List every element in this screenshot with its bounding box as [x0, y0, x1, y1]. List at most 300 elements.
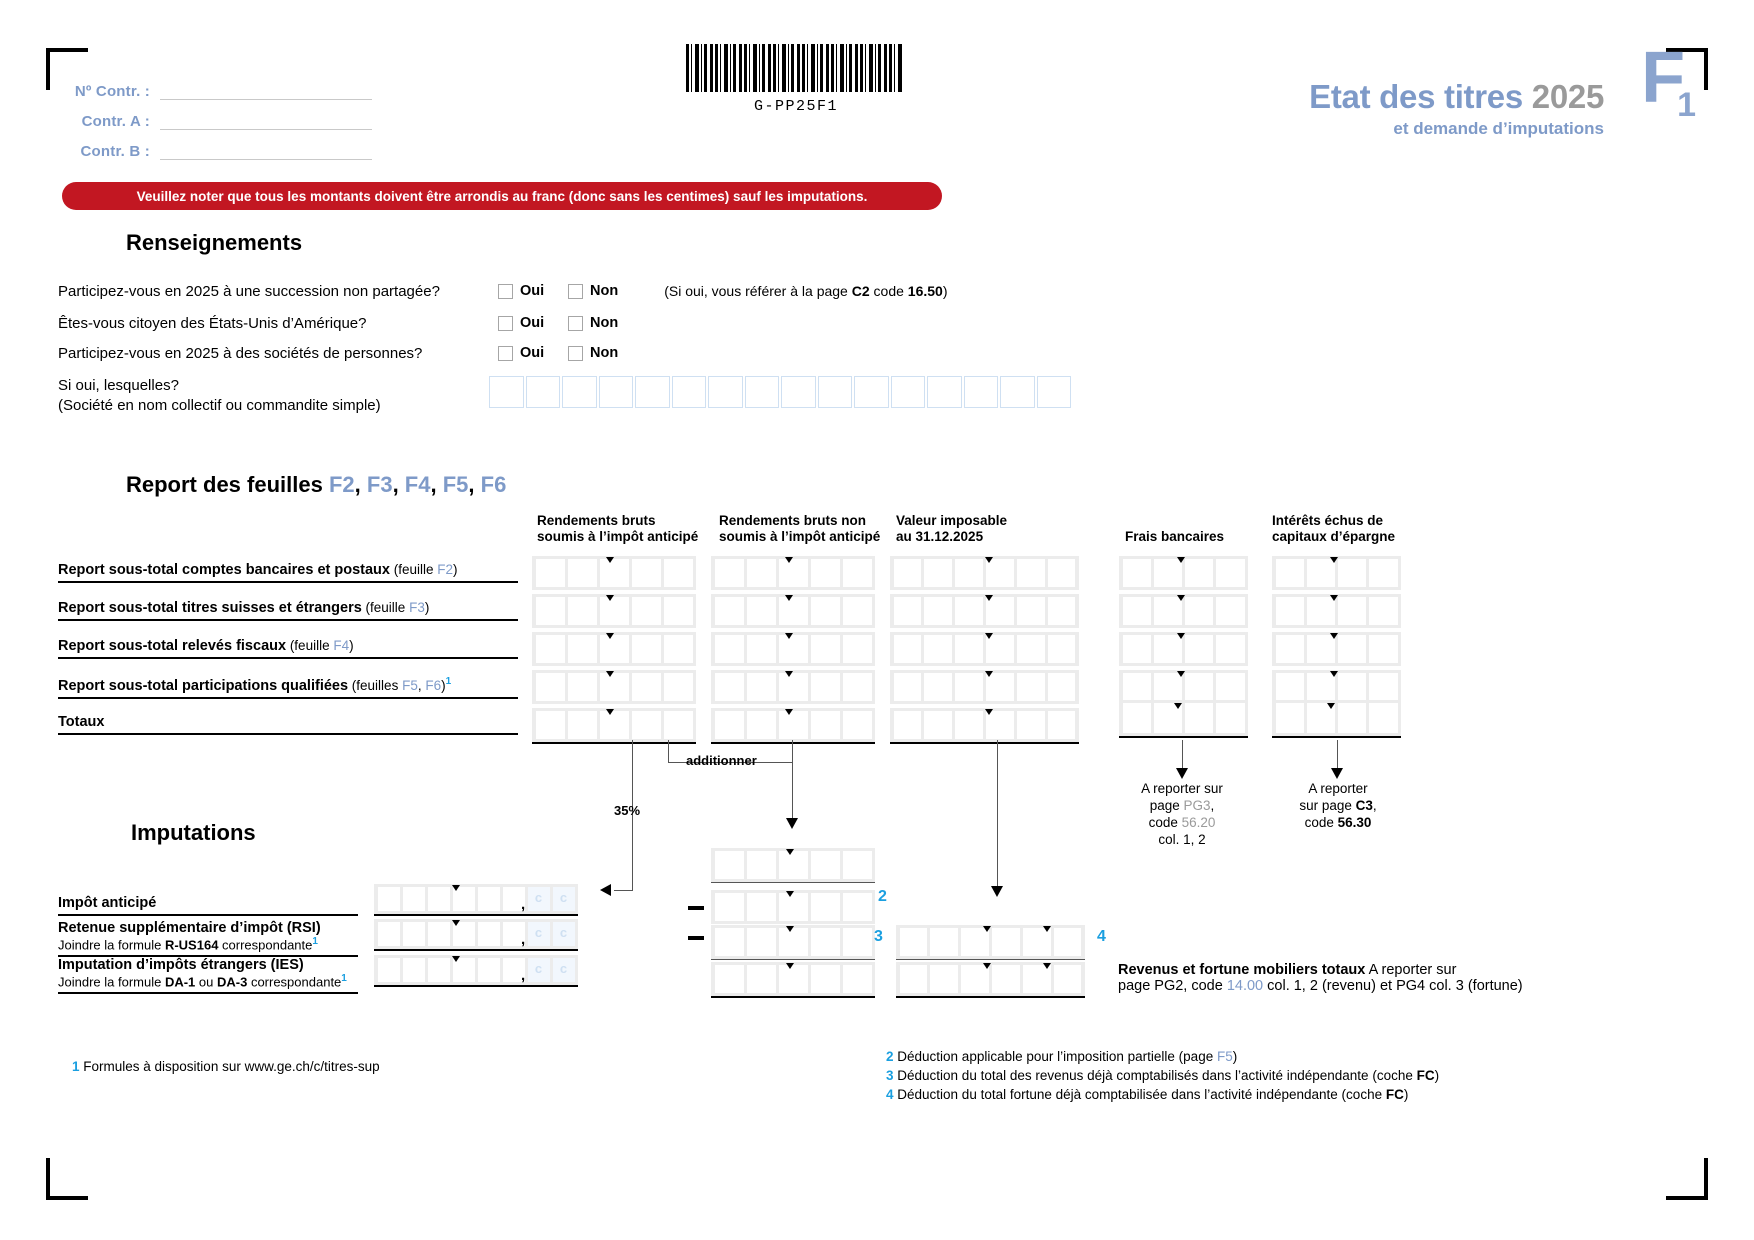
question-text-societes: Participez-vous en 2025 à des sociétés de personnes? [58, 344, 423, 362]
grid-rendements-bruts-non-row[interactable] [711, 670, 875, 704]
report-row-bold: Report sous-total titres suisses et étrangers [58, 600, 362, 616]
col-head-line1: Intérêts échus de [1272, 513, 1384, 528]
footnote-4-code: FC [1385, 1087, 1404, 1102]
checkbox-group-us-oui[interactable] [498, 315, 568, 331]
grid-cell[interactable] [986, 635, 1014, 663]
grid-cell[interactable] [955, 635, 983, 663]
flow-arrow-frais [1176, 768, 1188, 779]
grid-cell[interactable] [632, 597, 661, 625]
grid-cell[interactable] [1369, 673, 1397, 701]
grid-cell[interactable] [811, 635, 840, 663]
ref-marker-2: 2 [878, 888, 887, 905]
thousands-separator-marker [452, 956, 460, 962]
grid-cell[interactable] [779, 928, 808, 956]
checkbox-label-non: Non [590, 315, 619, 331]
grid-cell[interactable] [378, 958, 400, 982]
imputations-amount-grid[interactable] [374, 955, 578, 985]
grid-cell[interactable] [986, 597, 1014, 625]
lesquelles-char-box[interactable] [854, 376, 889, 408]
deduction-underline [896, 959, 1085, 960]
grid-cell[interactable] [478, 887, 500, 911]
grid-cell[interactable] [403, 958, 425, 982]
thousands-separator-marker [606, 595, 614, 601]
lesquelles-line2: (Société en nom collectif ou commandite simple) [58, 397, 381, 414]
grid-cell[interactable] [843, 711, 872, 739]
grid-cell-cents[interactable]: c [553, 887, 575, 911]
minus-sign-3 [688, 936, 704, 940]
grid-cell[interactable] [1216, 673, 1244, 701]
grid-cell[interactable] [600, 711, 629, 739]
grid-cell[interactable] [1154, 597, 1182, 625]
grid-cell[interactable] [747, 893, 776, 921]
grid-cell-cents[interactable]: c [553, 958, 575, 982]
lesquelles-char-box[interactable] [635, 376, 670, 408]
ref-marker-3: 3 [874, 928, 883, 945]
grid-cell[interactable] [600, 673, 629, 701]
grid-cell[interactable] [1123, 703, 1151, 733]
grid-cell[interactable] [715, 928, 744, 956]
grid-cell[interactable] [986, 673, 1014, 701]
grid-cell[interactable] [779, 711, 808, 739]
grid-cell-cents[interactable]: c [528, 887, 550, 911]
grid-cell[interactable] [843, 673, 872, 701]
imputations-row-label [58, 957, 358, 994]
grid-cell[interactable] [536, 559, 565, 587]
checkbox-group-societes-non[interactable] [568, 345, 618, 361]
grid-cell[interactable] [715, 965, 744, 993]
grid-cell[interactable] [403, 887, 425, 911]
barcode-block [686, 44, 906, 115]
lesquelles-line1: Si oui, lesquelles? [58, 377, 179, 394]
grid-cell[interactable] [1369, 635, 1397, 663]
grid-cell[interactable] [715, 673, 744, 701]
grid-cell[interactable] [715, 635, 744, 663]
deduction-underline [896, 996, 1085, 998]
lesquelles-input-boxes[interactable] [489, 376, 1073, 408]
grid-cell[interactable] [1307, 635, 1335, 663]
grid-total-underline [711, 742, 875, 744]
grid-cell[interactable] [632, 559, 661, 587]
thousands-separator-marker [786, 926, 794, 932]
report-row-bold: Report sous-total comptes bancaires et postaux [58, 562, 390, 578]
totals-normal: A reporter sur [1365, 962, 1457, 978]
lesquelles-char-box[interactable] [526, 376, 561, 408]
checkbox-societes-non[interactable] [568, 346, 583, 361]
checkbox-societes-oui[interactable] [498, 346, 513, 361]
grid-cell[interactable] [536, 597, 565, 625]
grid-cell[interactable] [428, 922, 450, 946]
grid-cell[interactable] [428, 958, 450, 982]
col-head-line2: au 31.12.2025 [896, 529, 984, 544]
grid-cell[interactable] [955, 711, 983, 739]
grid-cell[interactable] [715, 559, 744, 587]
lesquelles-char-box[interactable] [927, 376, 962, 408]
grid-cell[interactable] [1369, 597, 1397, 625]
report-row-sheet2: F6 [425, 677, 442, 693]
grid-cell[interactable] [1048, 597, 1076, 625]
grid-cell[interactable] [811, 851, 840, 879]
grid-cell[interactable] [986, 559, 1014, 587]
grid-cell[interactable] [811, 597, 840, 625]
report-row-sheet: F3 [409, 600, 425, 615]
rounding-notice-banner: Veuillez noter que tous les montants doivent être arrondis au franc (donc sans les centimes) sauf les imputations. [62, 182, 942, 210]
flow-arrow-interets [1331, 768, 1343, 779]
grid-cell[interactable] [715, 893, 744, 921]
report-row-bold: Report sous-total relevés fiscaux [58, 638, 287, 654]
contributor-input-b[interactable] [160, 140, 372, 160]
grid-cell[interactable] [779, 893, 808, 921]
lesquelles-char-box[interactable] [672, 376, 707, 408]
decimal-separator: , [521, 967, 526, 984]
grid-cell[interactable] [894, 635, 922, 663]
footnote-3-code: FC [1416, 1068, 1435, 1083]
report-row-label [58, 714, 518, 735]
grid-rendements-bruts-row[interactable] [532, 708, 696, 742]
grid-cell[interactable] [747, 965, 776, 993]
grid-rendements-bruts-non-row[interactable] [711, 632, 875, 666]
grid-cell[interactable] [1338, 673, 1366, 701]
checkbox-succession-non[interactable] [568, 284, 583, 299]
grid-cell[interactable] [1338, 635, 1366, 663]
checkbox-us-oui[interactable] [498, 316, 513, 331]
flow-arrow-to-impot-anticipe [600, 884, 611, 896]
grid-cell[interactable] [664, 673, 693, 701]
grid-cell[interactable] [1054, 965, 1082, 993]
grid-cell[interactable] [1017, 635, 1045, 663]
grid-cell[interactable] [992, 965, 1020, 993]
grid-cell[interactable] [843, 893, 872, 921]
question-text-succession: Participez-vous en 2025 à une succession non partagée? [58, 282, 440, 300]
grid-cell[interactable] [894, 559, 922, 587]
grid-cell[interactable] [779, 965, 808, 993]
grid-cell[interactable] [747, 711, 776, 739]
imputations-row-title: Impôt anticipé [58, 895, 157, 911]
grid-cell[interactable] [568, 597, 597, 625]
grid-cell[interactable] [1276, 559, 1304, 587]
grid-cell[interactable] [1338, 559, 1366, 587]
grid-cell[interactable] [843, 635, 872, 663]
grid-cell[interactable] [1185, 559, 1213, 587]
grid-cell[interactable] [715, 711, 744, 739]
grid-cell[interactable] [747, 635, 776, 663]
grid-cell[interactable] [1023, 928, 1051, 956]
footnote-2: 2 Déduction applicable pour l’imposition partielle (page F5) [886, 1049, 1238, 1064]
grid-cell[interactable] [843, 559, 872, 587]
grid-cell[interactable] [1123, 559, 1151, 587]
grid-cell[interactable] [568, 559, 597, 587]
contributor-input-a[interactable] [160, 110, 372, 130]
report-row-label: Report sous-total participations qualifiées (feuilles F5, F6)$^1$ [58, 676, 518, 699]
grid-cell[interactable] [1048, 711, 1076, 739]
footnote-3: 3 Déduction du total des revenus déjà comptabilisés dans l’activité indépendante (coche FC) [886, 1068, 1440, 1083]
note-line2: page PG3, [1149, 798, 1215, 813]
grid-cell[interactable] [894, 597, 922, 625]
grid-cell[interactable] [632, 711, 661, 739]
grid-cell[interactable] [478, 922, 500, 946]
grid-cell[interactable] [986, 711, 1014, 739]
grid-cell[interactable] [536, 635, 565, 663]
checkbox-succession-oui[interactable] [498, 284, 513, 299]
lesquelles-char-box[interactable] [891, 376, 926, 408]
thousands-separator-marker [1177, 633, 1185, 639]
grid-cell[interactable] [779, 673, 808, 701]
footnote-left [72, 1059, 380, 1074]
grid-cell[interactable] [1123, 635, 1151, 663]
grid-rendements-bruts-row[interactable] [532, 556, 696, 590]
grid-cell[interactable] [1017, 597, 1045, 625]
grid-cell[interactable] [715, 851, 744, 879]
lesquelles-char-box[interactable] [745, 376, 780, 408]
grid-cell[interactable] [779, 635, 808, 663]
grid-cell[interactable] [843, 965, 872, 993]
grid-cell[interactable] [1185, 635, 1213, 663]
totals-line2: page PG2, code 14.00 col. 1, 2 (revenu) et PG4 col. 3 (fortune) [1118, 978, 1523, 994]
grid-cell[interactable] [894, 673, 922, 701]
grid-cell[interactable] [1017, 673, 1045, 701]
grid-cell[interactable] [1276, 673, 1304, 701]
report-row-thin: (feuille [361, 600, 410, 615]
col-head-line2: soumis à l’impôt anticipé [719, 529, 881, 544]
thousands-separator-marker [1043, 926, 1051, 932]
grid-cell[interactable] [600, 559, 629, 587]
report-sheet-ref: F4 [404, 472, 431, 497]
checkbox-label-oui: Oui [520, 345, 545, 361]
footnote-left-number: 1 [72, 1059, 80, 1074]
grid-cell[interactable] [600, 635, 629, 663]
grid-cell[interactable] [1048, 559, 1076, 587]
checkbox-group-us-non[interactable] [568, 315, 618, 331]
thousands-separator-marker [785, 671, 793, 677]
grid-cell[interactable] [568, 711, 597, 739]
grid-cell[interactable] [811, 559, 840, 587]
lesquelles-char-box[interactable] [1037, 376, 1072, 408]
grid-cell[interactable] [924, 711, 952, 739]
grid-cell[interactable] [924, 673, 952, 701]
grid-cell[interactable] [779, 851, 808, 879]
grid-cell[interactable] [811, 893, 840, 921]
contributor-row-a [72, 100, 372, 130]
minus-sign-2 [688, 906, 704, 910]
grid-cell[interactable] [600, 597, 629, 625]
grid-cell-cents[interactable]: c [553, 922, 575, 946]
grid-cell[interactable] [1185, 703, 1213, 733]
report-row-bold: Report sous-total participations qualifiées [58, 677, 349, 694]
lesquelles-char-box[interactable] [781, 376, 816, 408]
deduction-underline [711, 882, 875, 883]
grid-cell[interactable] [1048, 673, 1076, 701]
grid-cell[interactable] [664, 597, 693, 625]
grid-cell[interactable] [843, 597, 872, 625]
grid-cell[interactable] [1276, 635, 1304, 663]
form-title-text: Etat des titres [1309, 78, 1523, 115]
grid-cell[interactable] [1154, 673, 1182, 701]
grid-cell[interactable] [1338, 703, 1366, 733]
grid-cell[interactable] [747, 597, 776, 625]
lesquelles-char-box[interactable] [818, 376, 853, 408]
grid-cell[interactable] [1216, 597, 1244, 625]
grid-cell[interactable] [961, 928, 989, 956]
lesquelles-char-box[interactable] [708, 376, 743, 408]
question-row-succession [58, 280, 948, 302]
lesquelles-char-box[interactable] [964, 376, 999, 408]
question-text-us-citizen: Êtes-vous citoyen des États-Unis d’Amérique? [58, 314, 367, 332]
grid-cell[interactable] [1276, 597, 1304, 625]
grid-cell[interactable] [894, 711, 922, 739]
note-code: 56.30 [1337, 815, 1372, 830]
grid-cell[interactable] [961, 965, 989, 993]
imputations-amount-grid[interactable] [374, 884, 578, 914]
grid-cell[interactable] [715, 597, 744, 625]
grid-cell[interactable] [664, 559, 693, 587]
grid-cell-cents[interactable]: c [528, 958, 550, 982]
grid-cell[interactable] [900, 965, 928, 993]
grid-cell[interactable] [811, 673, 840, 701]
report-row-bold: Totaux [58, 714, 105, 730]
thousands-separator-marker [452, 885, 460, 891]
note-reporter-interets [1258, 780, 1418, 831]
report-row-label: Report sous-total comptes bancaires et postaux (feuille F2) [58, 562, 518, 583]
grid-cell[interactable] [1048, 635, 1076, 663]
column-header-rendements-bruts [537, 513, 712, 545]
grid-cell[interactable] [536, 711, 565, 739]
grid-cell[interactable] [568, 635, 597, 663]
grid-rendements-bruts-non-row[interactable] [711, 708, 875, 742]
checkbox-group-succession-non[interactable] [568, 283, 618, 299]
grid-cell[interactable] [747, 559, 776, 587]
lesquelles-char-box[interactable] [599, 376, 634, 408]
grid-cell[interactable] [1185, 673, 1213, 701]
grid-cell[interactable] [378, 922, 400, 946]
col-head-line1: Frais bancaires [1125, 529, 1225, 544]
contributor-row-b [72, 130, 372, 160]
deduction-underline [711, 959, 875, 960]
imputations-amount-grid[interactable] [374, 919, 578, 949]
grid-cell[interactable] [924, 559, 952, 587]
grid-cell[interactable] [843, 928, 872, 956]
flow-line-additionner-down [792, 740, 793, 822]
grid-cell[interactable] [924, 635, 952, 663]
checkbox-group-societes-oui[interactable] [498, 345, 568, 361]
grid-cell[interactable] [403, 922, 425, 946]
grid-cell[interactable] [478, 958, 500, 982]
deduction-underline [711, 996, 875, 998]
grid-cell[interactable] [930, 928, 958, 956]
thousands-separator-marker [606, 671, 614, 677]
grid-cell[interactable] [1123, 673, 1151, 701]
grid-cell[interactable] [1216, 635, 1244, 663]
grid-cell[interactable] [900, 928, 928, 956]
lesquelles-char-box[interactable] [489, 376, 524, 408]
grid-cell[interactable] [1154, 635, 1182, 663]
question-row-societes [58, 342, 618, 364]
grid-cell[interactable] [1216, 559, 1244, 587]
note-line1: A reporter sur [1141, 781, 1223, 796]
grid-cell[interactable] [428, 887, 450, 911]
grid-cell[interactable] [811, 711, 840, 739]
report-row-sheet: F2 [437, 562, 454, 577]
contributor-input-no[interactable] [160, 80, 372, 100]
lesquelles-char-box[interactable] [1000, 376, 1035, 408]
note-reporter-frais [1102, 780, 1262, 848]
grid-cell[interactable] [843, 851, 872, 879]
grid-cell[interactable] [1123, 597, 1151, 625]
grid-interets-echus-total[interactable] [1272, 700, 1401, 736]
grid-cell[interactable] [1017, 559, 1045, 587]
grid-cell[interactable] [1369, 703, 1397, 733]
grid-cell[interactable] [811, 928, 840, 956]
grid-cell[interactable] [747, 928, 776, 956]
thousands-separator-marker [985, 595, 993, 601]
grid-cell[interactable] [1307, 597, 1335, 625]
grid-cell[interactable] [747, 673, 776, 701]
checkbox-group-succession-oui[interactable] [498, 283, 568, 299]
report-heading-sheets: F2, F3, F4, F5, F6 [328, 472, 507, 497]
grid-cell[interactable] [955, 559, 983, 587]
grid-cell[interactable] [378, 887, 400, 911]
grid-cell-cents[interactable]: c [528, 922, 550, 946]
grid-rendements-bruts-row[interactable] [532, 632, 696, 666]
grid-cell[interactable] [1338, 597, 1366, 625]
imputations-row-title: Retenue supplémentaire d’impôt (RSI) [58, 920, 321, 936]
grid-cell[interactable] [1307, 673, 1335, 701]
grid-cell[interactable] [811, 965, 840, 993]
lesquelles-char-box[interactable] [562, 376, 597, 408]
thousands-separator-marker [606, 709, 614, 715]
grid-rendements-bruts-non-row[interactable] [711, 594, 875, 628]
thousands-separator-marker [606, 557, 614, 563]
grid-cell[interactable] [1307, 559, 1335, 587]
grid-total-underline [890, 742, 1079, 744]
thousands-separator-marker [985, 633, 993, 639]
grid-cell[interactable] [664, 635, 693, 663]
form-title-block [1309, 80, 1604, 139]
grid-cell[interactable] [992, 928, 1020, 956]
grid-cell[interactable] [955, 597, 983, 625]
registration-mark-bottom-left [46, 1158, 88, 1200]
report-row-thin: (feuille [389, 562, 438, 577]
grid-cell[interactable] [1054, 928, 1082, 956]
grid-frais-bancaires-total[interactable] [1119, 700, 1248, 736]
grid-rendements-bruts-row[interactable] [532, 670, 696, 704]
checkbox-us-non[interactable] [568, 316, 583, 331]
grid-rendements-bruts-non-row[interactable] [711, 556, 875, 590]
grid-cell[interactable] [632, 635, 661, 663]
grid-cell[interactable] [536, 673, 565, 701]
grid-cell[interactable] [955, 673, 983, 701]
footnote-left-text: Formules à disposition sur www.ge.ch/c/titres-sup [79, 1059, 380, 1074]
note-line2: sur page C3, [1299, 798, 1377, 813]
grid-cell[interactable] [1276, 703, 1304, 733]
grid-cell[interactable] [930, 965, 958, 993]
grid-cell[interactable] [1023, 965, 1051, 993]
grid-cell[interactable] [1216, 703, 1244, 733]
grid-cell[interactable] [747, 851, 776, 879]
thousands-separator-marker [985, 709, 993, 715]
grid-cell[interactable] [779, 559, 808, 587]
grid-cell[interactable] [1017, 711, 1045, 739]
grid-cell[interactable] [664, 711, 693, 739]
grid-cell[interactable] [1185, 597, 1213, 625]
grid-cell[interactable] [632, 673, 661, 701]
grid-cell[interactable] [1369, 559, 1397, 587]
grid-cell[interactable] [924, 597, 952, 625]
grid-cell[interactable] [568, 673, 597, 701]
grid-rendements-bruts-row[interactable] [532, 594, 696, 628]
column-header-valeur-imposable [896, 513, 1071, 545]
grid-cell[interactable] [779, 597, 808, 625]
report-sheet-ref: F3 [366, 472, 393, 497]
grid-cell[interactable] [1154, 559, 1182, 587]
